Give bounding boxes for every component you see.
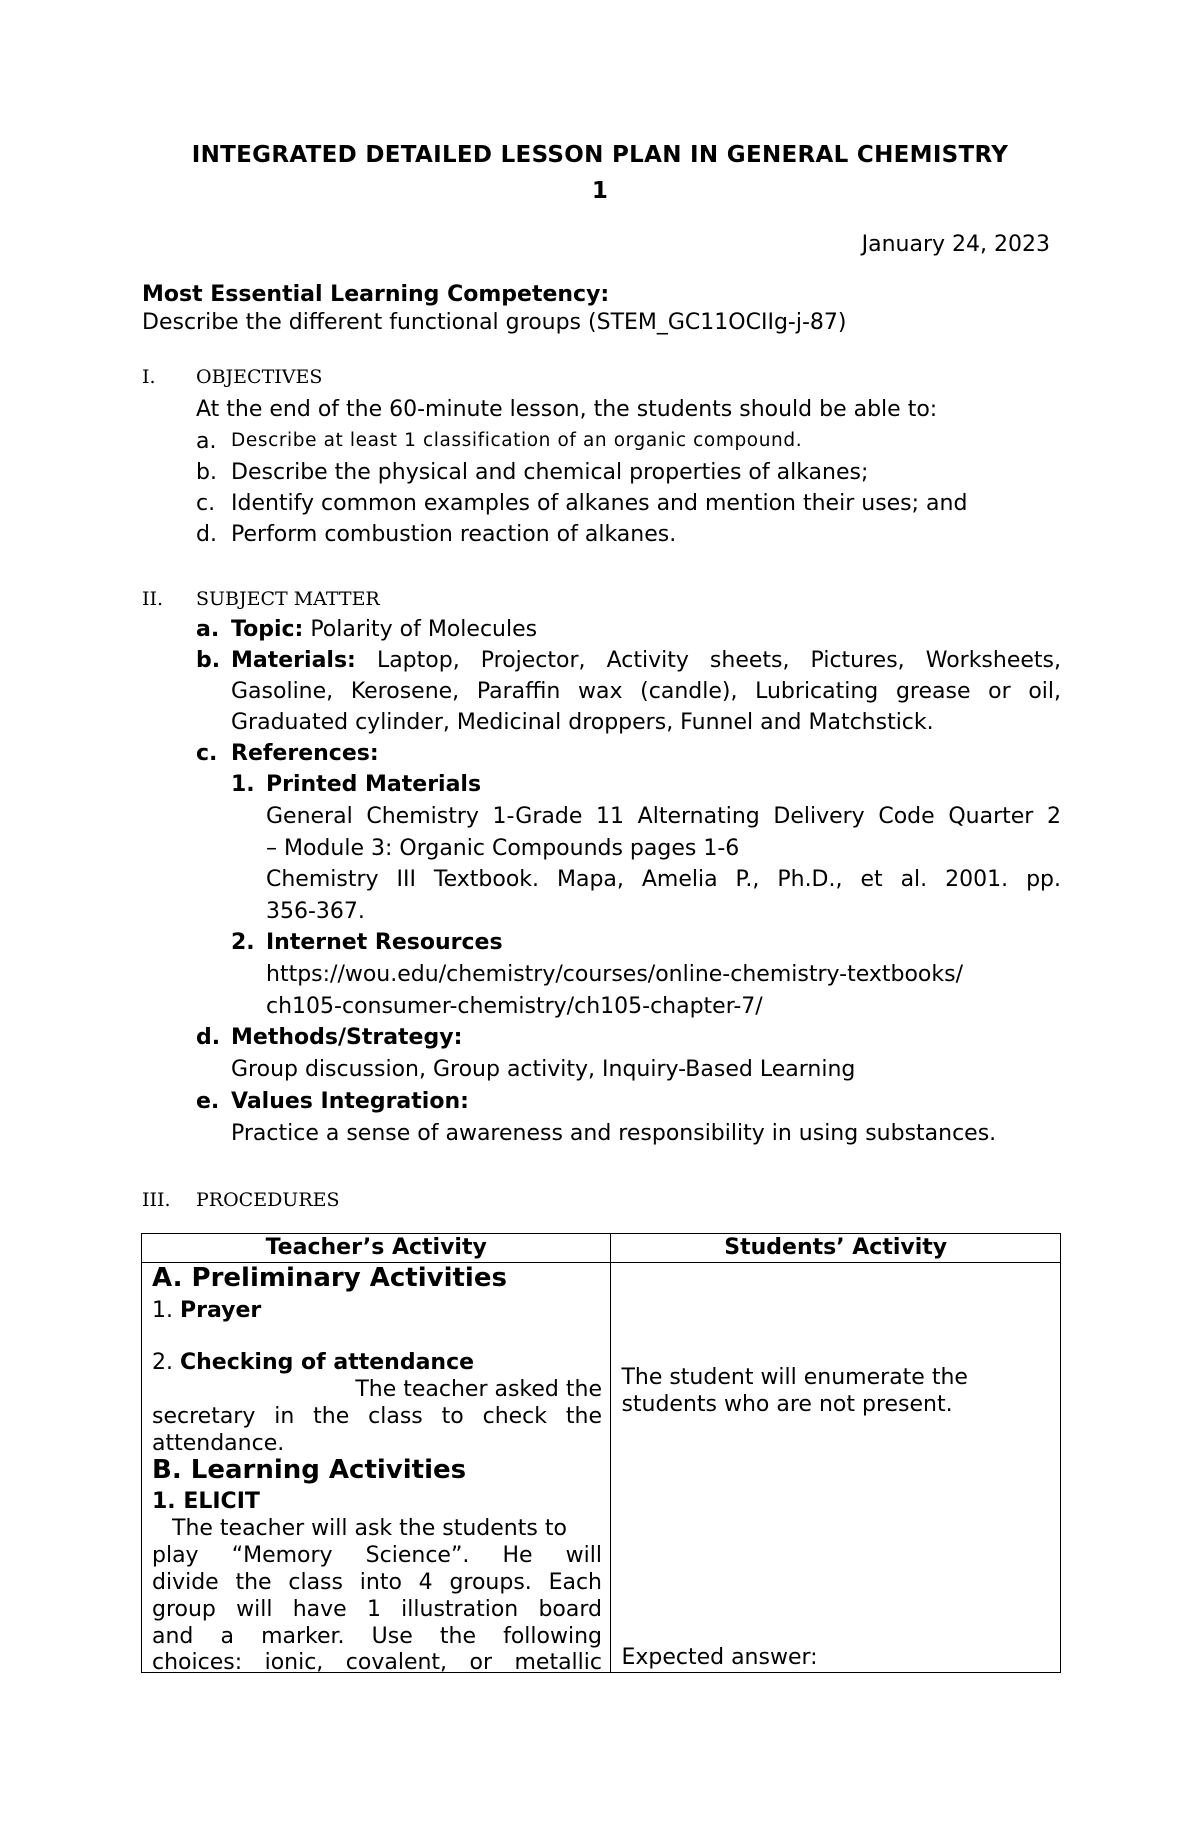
methods-text: Group discussion, Group activity, Inquiry-Based Learning [231, 1057, 856, 1082]
table-row [142, 1263, 1061, 1673]
topic-letter: a. [196, 617, 220, 642]
objectives-intro: At the end of the 60-minute lesson, the students should be able to: [196, 397, 938, 422]
learning-activities-heading: B. Learning Activities [152, 1455, 467, 1485]
methods-label: Methods/Strategy: [231, 1025, 463, 1050]
prayer-label: Prayer [180, 1298, 262, 1323]
objective-letter: b. [196, 460, 217, 485]
expected-answer-label: Expected answer: [621, 1645, 818, 1670]
objective-letter: c. [196, 491, 216, 516]
procedures-table [141, 1233, 1061, 1673]
objectives-heading: OBJECTIVES [196, 366, 323, 388]
procedures-numeral: III. [142, 1189, 171, 1211]
printed-materials-number: 1. [231, 772, 255, 797]
attendance-text: secretary in the class to check the [152, 1404, 602, 1429]
table-header-row [142, 1234, 1061, 1263]
lesson-date: January 24, 2023 [861, 232, 1050, 257]
reference-text: 356-367. [266, 899, 365, 924]
materials-label: Materials: [231, 648, 356, 673]
attendance-number: 2. [152, 1350, 173, 1375]
materials-text: Gasoline, Kerosene, Paraffin wax (candle), Lubricating grease or oil, [231, 679, 1061, 704]
objective-item: Perform combustion reaction of alkanes. [231, 522, 677, 547]
references-letter: c. [196, 741, 218, 766]
objective-item: Describe the physical and chemical properties of alkanes; [231, 460, 869, 485]
materials-line [231, 645, 1061, 676]
topic-text: Polarity of Molecules [310, 617, 538, 642]
prayer-number: 1. [152, 1298, 173, 1323]
topic-line [231, 614, 537, 645]
objective-letter: d. [196, 522, 217, 547]
subject-matter-numeral: II. [142, 588, 164, 610]
materials-text: Graduated cylinder, Medicinal droppers, Funnel and Matchstick. [231, 710, 934, 735]
elicit-text: divide the class into 4 groups. Each [152, 1570, 602, 1595]
page-title-continuation: 1 [591, 178, 609, 204]
prayer-item [152, 1297, 261, 1324]
teacher-activity-header: Teacher’s Activity [142, 1234, 611, 1263]
objectives-numeral: I. [142, 366, 156, 388]
reference-link[interactable]: ch105-consumer-chemistry/ch105-chapter-7/ [266, 994, 763, 1019]
reference-text: Chemistry III Textbook. Mapa, Amelia P., Ph.D., et al. 2001. pp. [266, 867, 1061, 892]
page-title: INTEGRATED DETAILED LESSON PLAN IN GENERAL CHEMISTRY [191, 142, 1009, 168]
reference-text: General Chemistry 1-Grade 11 Alternating Delivery Code Quarter 2 [266, 804, 1061, 829]
internet-resources-number: 2. [231, 930, 255, 955]
reference-link[interactable]: https://wou.edu/chemistry/courses/online-chemistry-textbooks/ [266, 962, 963, 987]
materials-text: Laptop, Projector, Activity sheets, Pictures, Worksheets, [376, 648, 1061, 673]
melc-label: Most Essential Learning Competency: [142, 282, 610, 307]
elicit-text: play “Memory Science”. He will [152, 1543, 602, 1568]
reference-text: – Module 3: Organic Compounds pages 1-6 [266, 836, 740, 861]
elicit-text: group will have 1 illustration board [152, 1597, 602, 1622]
students-attendance-text: The student will enumerate the [621, 1365, 968, 1390]
values-label: Values Integration: [231, 1089, 469, 1114]
attendance-label: Checking of attendance [180, 1350, 475, 1375]
references-label: References: [231, 741, 379, 766]
elicit-text: choices: ionic, covalent, or metallic [152, 1650, 602, 1675]
students-activity-cell [611, 1263, 1061, 1673]
elicit-heading: 1. ELICIT [152, 1489, 260, 1514]
objective-item: Describe at least 1 classification of an organic compound. [231, 430, 803, 451]
objective-item: Identify common examples of alkanes and mention their uses; and [231, 491, 968, 516]
attendance-item [152, 1349, 474, 1376]
methods-letter: d. [196, 1025, 221, 1050]
elicit-text: and a marker. Use the following [152, 1624, 602, 1649]
values-text: Practice a sense of awareness and responsibility in using substances. [231, 1121, 997, 1146]
students-attendance-text: students who are not present. [621, 1392, 953, 1417]
objective-letter: a. [196, 429, 217, 454]
printed-materials-label: Printed Materials [266, 772, 482, 797]
subject-matter-heading: SUBJECT MATTER [196, 588, 380, 610]
students-activity-header: Students’ Activity [611, 1234, 1061, 1263]
internet-resources-label: Internet Resources [266, 930, 503, 955]
melc-text: Describe the different functional groups (STEM_GC11OCIIg-j-87) [142, 310, 847, 335]
elicit-text: The teacher will ask the students to [172, 1516, 567, 1541]
materials-letter: b. [196, 648, 221, 673]
procedures-heading: PROCEDURES [196, 1189, 340, 1211]
topic-label: Topic: [231, 617, 304, 642]
attendance-text: attendance. [152, 1431, 285, 1456]
preliminary-activities-heading: A. Preliminary Activities [152, 1263, 507, 1293]
values-letter: e. [196, 1089, 220, 1114]
teacher-activity-cell [142, 1263, 611, 1673]
attendance-text: The teacher asked the [355, 1377, 602, 1402]
